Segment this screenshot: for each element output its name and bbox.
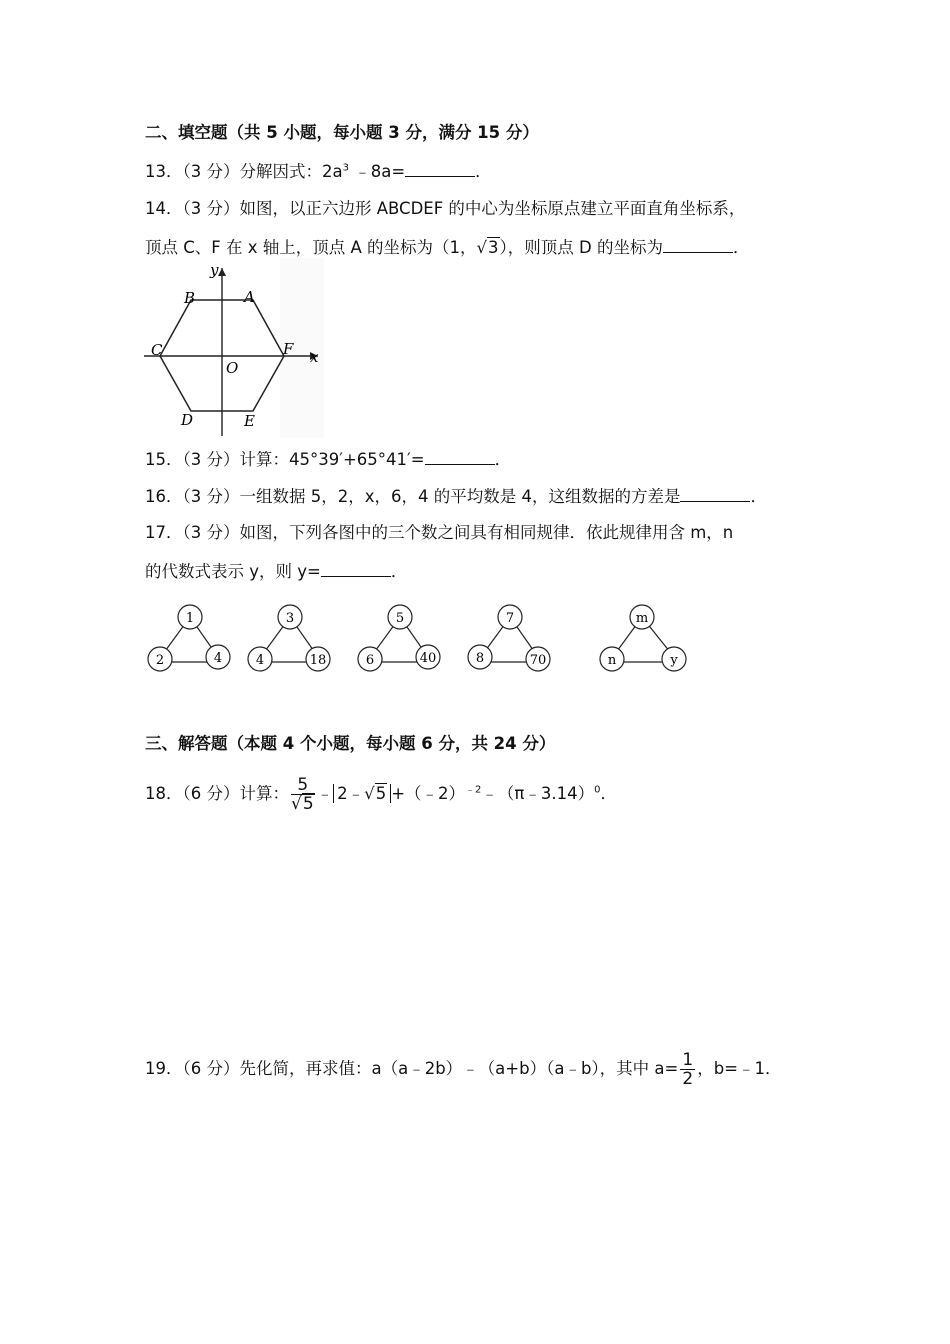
q14-suffix: ），则顶点 D 的坐标为	[499, 238, 663, 257]
vertex-label-b: B	[184, 289, 196, 307]
vertex-label-a: A	[244, 288, 255, 306]
sqrt-radicand: 5	[302, 794, 314, 814]
right-number: 4	[213, 651, 223, 666]
left-variable: n	[607, 653, 617, 668]
origin-label: O	[226, 359, 239, 377]
q18-minus: ﹣	[316, 784, 334, 803]
question-15	[145, 448, 511, 471]
answer-blank[interactable]	[680, 485, 750, 502]
q17-prefix: 的代数式表示 y，则 y=	[145, 562, 321, 581]
answer-blank[interactable]	[663, 236, 733, 253]
fraction-denominator: √5	[291, 794, 314, 814]
question-13	[145, 160, 492, 183]
answer-blank[interactable]	[405, 160, 475, 177]
left-number: 2	[155, 653, 165, 668]
q18-prefix: 18．（6 分）计算：	[145, 784, 289, 803]
sqrt-expression: √3	[476, 238, 499, 257]
triangle-4	[468, 605, 550, 671]
q15-text: 15．（3 分）计算：45°39′+65°41′=	[145, 450, 425, 469]
q18-mid: +（﹣2）	[391, 784, 466, 803]
q14-prefix: 顶点 C、F 在 x 轴上，顶点 A 的坐标为（1，	[145, 238, 477, 257]
answer-blank[interactable]	[321, 560, 391, 577]
question-18	[145, 776, 617, 813]
right-variable: y	[670, 653, 678, 668]
question-17-line2	[145, 560, 407, 583]
question-17-line1: 17．（3 分）如图，下列各图中的三个数之间具有相同规律．依此规律用含 m，n	[145, 523, 734, 542]
right-number: 18	[309, 653, 327, 668]
q18-end: ．	[600, 784, 617, 803]
top-variable: m	[635, 611, 649, 626]
left-number: 6	[365, 653, 375, 668]
q15-end: ．	[494, 450, 512, 469]
fraction-numerator: 1	[682, 1050, 694, 1070]
top-number: 1	[185, 611, 195, 626]
triangle-2	[248, 605, 330, 671]
q13-prefix: 13．（3 分）分解因式：2a	[145, 162, 343, 181]
left-number: 4	[255, 653, 265, 668]
y-axis-label: y	[210, 261, 219, 279]
question-14-line2	[145, 236, 750, 259]
q14-end: ．	[733, 238, 750, 257]
top-number: 3	[285, 611, 295, 626]
absolute-value: 2﹣√5	[333, 784, 391, 803]
triangle-3	[358, 605, 440, 671]
q18-exponent-2: 0	[594, 784, 601, 796]
fraction-denominator: 2	[682, 1069, 694, 1089]
answer-blank[interactable]	[425, 448, 495, 465]
vertex-label-c: C	[151, 341, 163, 359]
right-number: 70	[529, 653, 547, 668]
q16-text: 16．（3 分）一组数据 5，2，x，6，4 的平均数是 4，这组数据的方差是	[145, 487, 681, 506]
x-axis-label: x	[310, 348, 319, 366]
section-heading-fill-in: 二、填空题（共 5 小题，每小题 3 分，满分 15 分）	[145, 123, 539, 142]
sqrt-radicand: 3	[488, 238, 499, 257]
q17-end: ．	[390, 562, 408, 581]
top-number: 7	[505, 611, 515, 626]
q13-suffix: ﹣8a=	[348, 162, 406, 181]
fraction	[680, 1051, 695, 1088]
triangle-1	[148, 605, 230, 671]
vertex-label-d: D	[181, 411, 194, 429]
triangle-5	[600, 605, 686, 671]
number-triangles-figure	[140, 600, 700, 680]
q13-end: ．	[475, 162, 492, 181]
q19-prefix: 19．（6 分）先化简，再求值：a（a﹣2b）﹣（a+b）（a﹣b），其中 a=	[145, 1059, 679, 1078]
fraction	[291, 776, 315, 813]
vertex-label-f: F	[283, 340, 294, 358]
question-19	[145, 1051, 781, 1088]
fraction-numerator: 5	[291, 776, 315, 795]
q19-suffix: ，b=﹣1．	[697, 1059, 782, 1078]
right-number: 40	[419, 651, 437, 666]
q18-tail: ﹣（π﹣3.14）	[481, 784, 595, 803]
y-axis-arrow	[218, 268, 226, 276]
section-heading-solve: 三、解答题（本题 4 个小题，每小题 6 分，共 24 分）	[145, 734, 556, 753]
q13-exponent: 3	[342, 162, 349, 174]
sqrt-radicand: 5	[375, 784, 387, 803]
left-number: 8	[475, 651, 485, 666]
vertex-label-e: E	[244, 412, 255, 430]
q18-exponent-1: ﹣2	[465, 784, 482, 796]
question-16	[145, 485, 767, 508]
hexagon-figure	[140, 258, 330, 438]
top-number: 5	[395, 611, 405, 626]
abs-term: 2﹣	[337, 784, 365, 803]
q16-end: ．	[750, 487, 767, 506]
question-14-line1: 14．（3 分）如图，以正六边形 ABCDEF 的中心为坐标原点建立平面直角坐标系，	[145, 199, 746, 218]
